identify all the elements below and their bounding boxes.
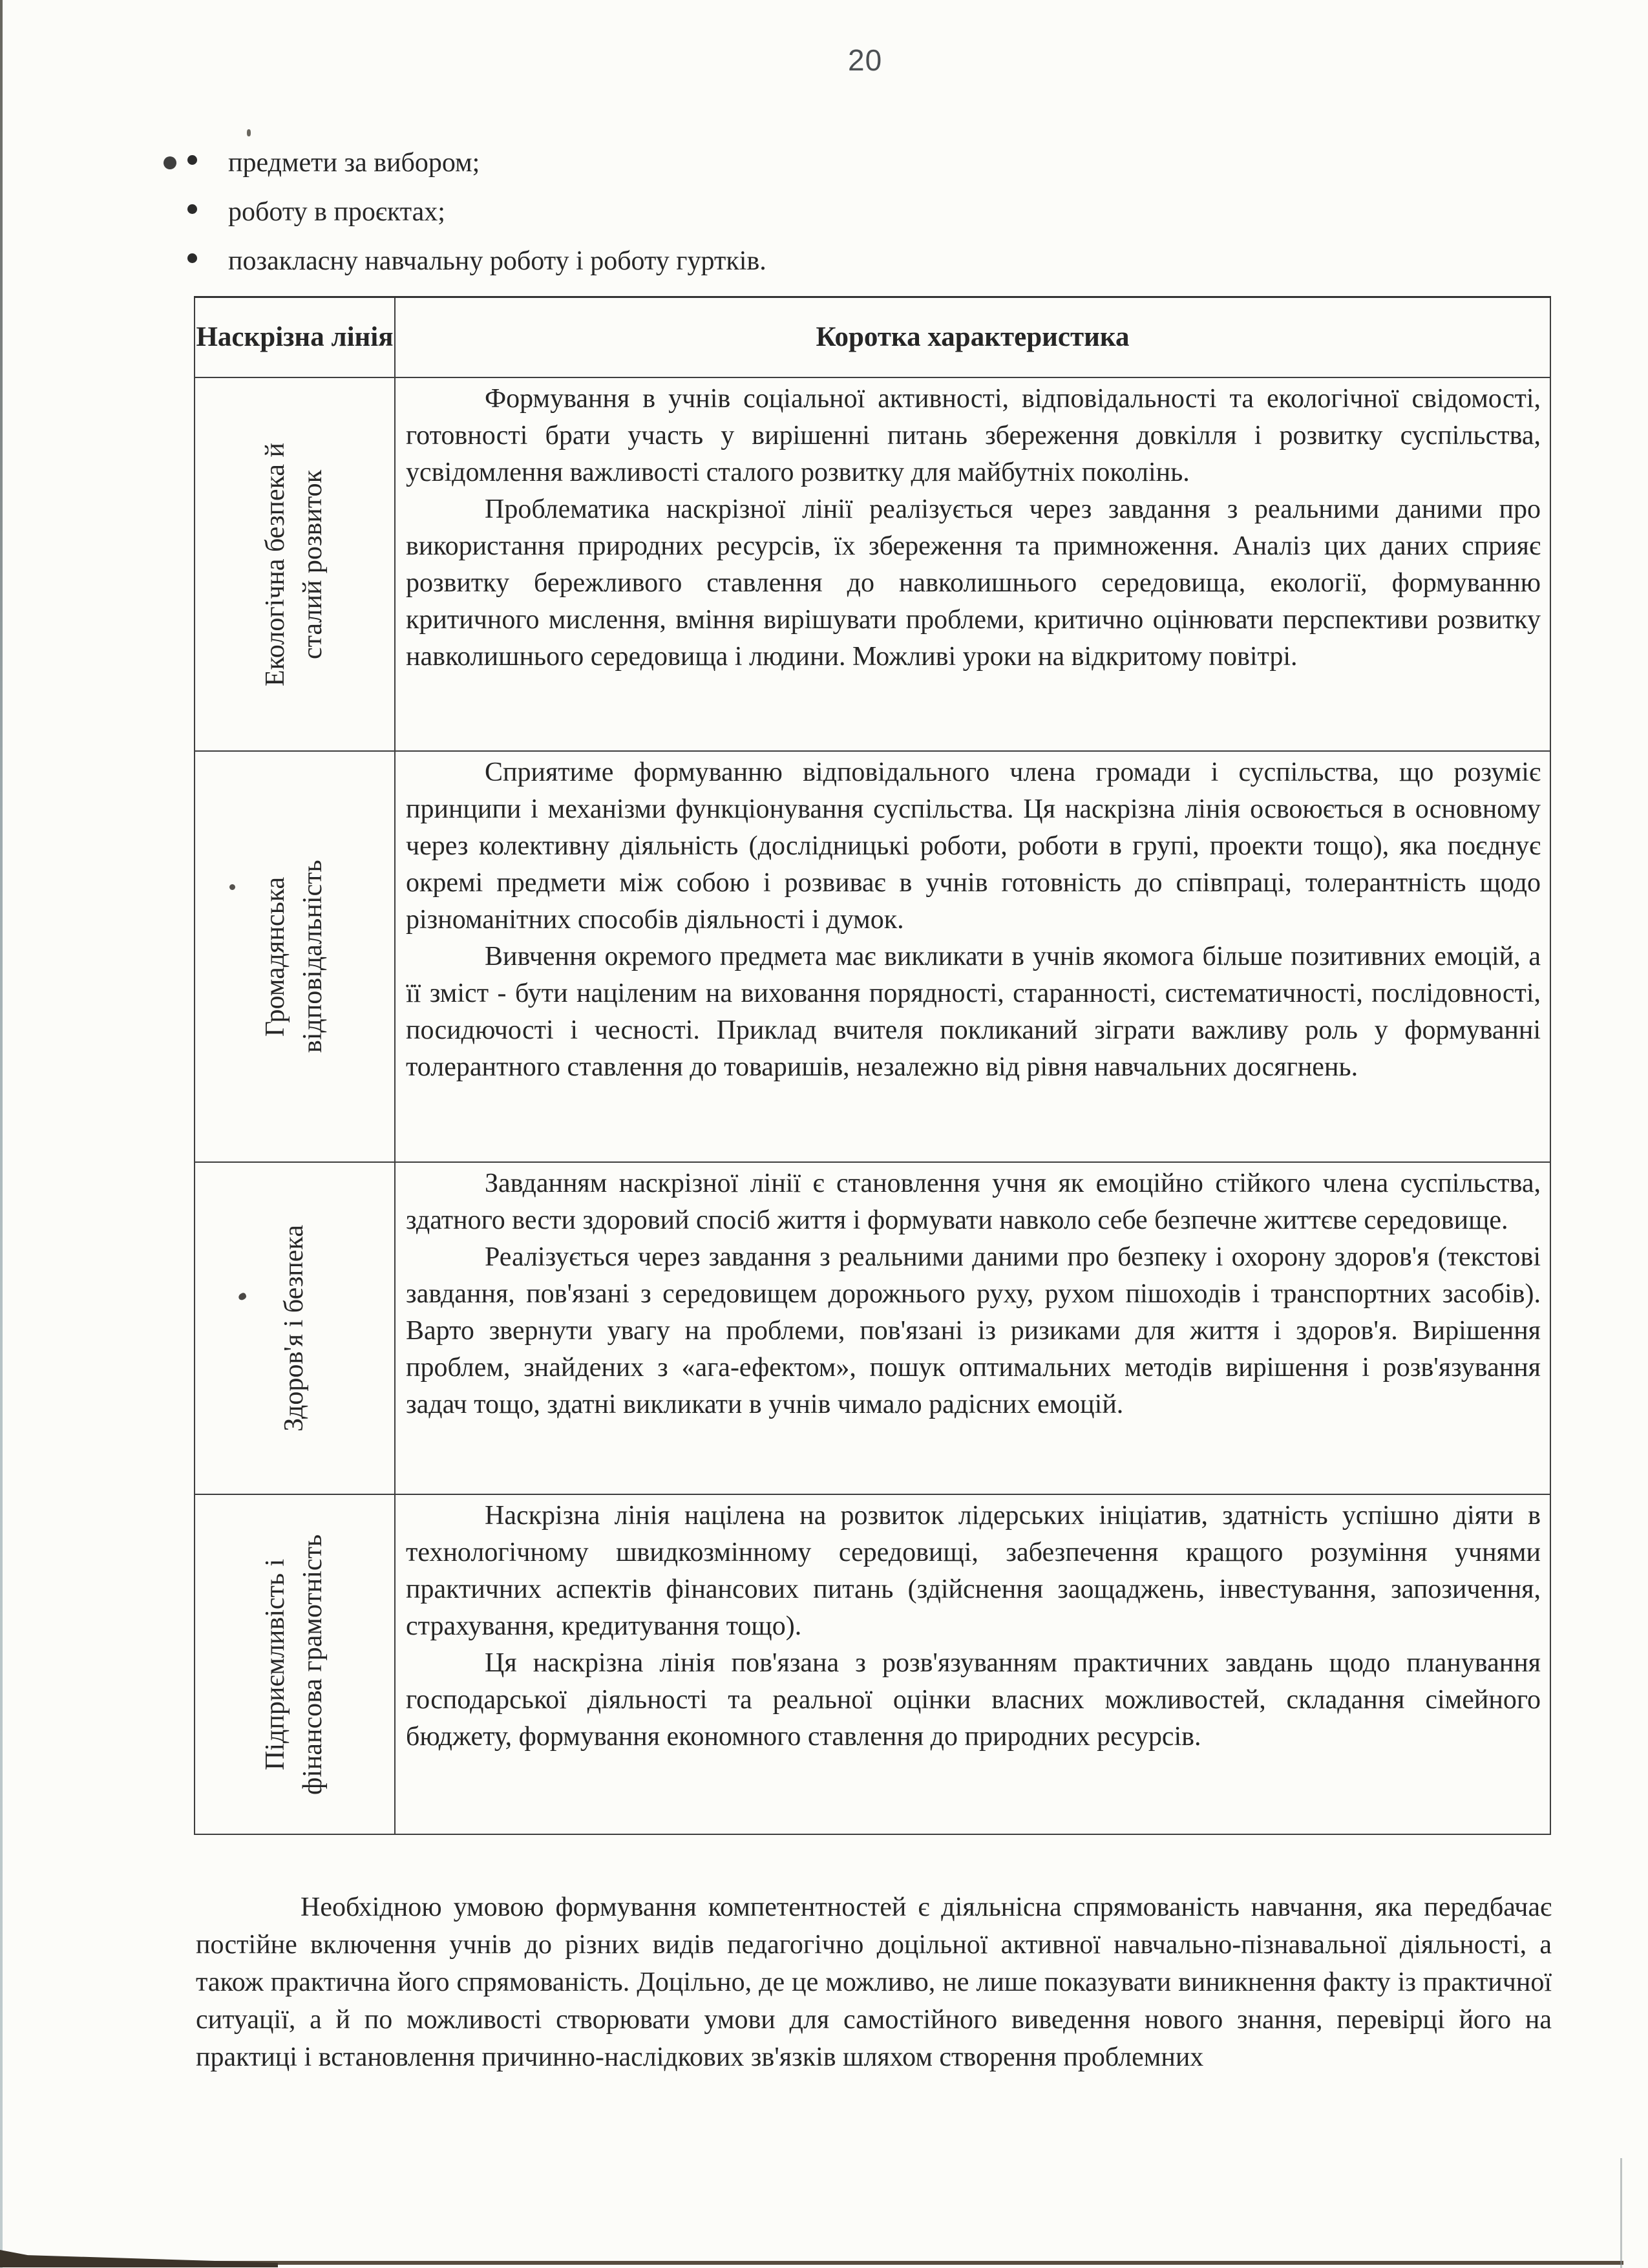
bullet-icon	[187, 155, 197, 165]
list-item	[187, 145, 1512, 194]
row-description-cell	[395, 751, 1550, 1162]
description-paragraph: Проблематика наскрізної лінії реалізується через завдання з реальними даними про використання природних ресурсів, їх збереження та примноження. Аналіз цих даних сприяє розвитку бережливого ставлення до навколишнього середовища, екології, формуванню критичного мислення, вміння вирішувати проблеми, критично оцінювати перспективи розвитку навколишнього середовища і людини. Можливі уроки на відкритому повітрі.	[406, 494, 1541, 672]
column-header-description: Коротка характеристика	[395, 297, 1550, 378]
row-label-vertical: Здоров'я і безпека	[279, 1225, 310, 1432]
row-label-cell	[195, 1494, 395, 1834]
column-header-line: Наскрізна лінія	[195, 297, 395, 378]
table-row	[195, 377, 1550, 751]
scan-speck-artifact	[164, 156, 176, 169]
bullet-icon	[187, 253, 197, 263]
list-item-text: роботу в проєктах;	[228, 197, 445, 227]
description-paragraph: Формування в учнів соціальної активності, відповідальності та екологічної свідомості, готовності брати участь у вирішенні питань збереження довкілля і розвитку суспільства, усвідомлення важливості сталого розвитку для майбутніх поколінь.	[406, 384, 1541, 487]
description-paragraph: Наскрізна лінія націлена на розвиток лідерських ініціатив, здатність успішно діяти в технологічному швидкозмінному середовищі, забезпечення кращого розуміння учнями практичних аспектів фінансових питань (здійснення заощаджень, інвестування, запозичення, страхування, кредитування тощо).	[406, 1501, 1541, 1641]
row-label-vertical: Екологічна безпека й сталий розвиток	[260, 442, 328, 686]
cross-cutting-lines-table	[194, 296, 1551, 1835]
closing-paragraph-block	[196, 1889, 1552, 2076]
row-description-cell	[395, 377, 1550, 751]
table-row	[195, 1494, 1550, 1834]
description-paragraph: Вивчення окремого предмета має викликати в учнів якомога більше позитивних емоцій, а її зміст - бути націленим на виховання порядності, старанності, систематичності, послідовності, посидючості і чесності. Приклад вчителя покликаний зіграти важливу роль у формуванні толерантного ставлення до товаришів, незалежно від рівня навчальних досягнень.	[406, 942, 1541, 1082]
row-description-cell	[395, 1162, 1550, 1494]
row-label-cell	[195, 751, 395, 1162]
row-label-cell	[195, 1162, 395, 1494]
scan-left-edge-artifact	[0, 0, 3, 2268]
list-item	[187, 194, 1512, 243]
list-item-text: предмети за вибором;	[228, 148, 480, 178]
description-paragraph: Сприятиме формуванню відповідального члена громади і суспільства, що розуміє принципи і механізми функціонування суспільства. Ця наскрізна лінія освоюється в основному через колективну діяльність (дослідницькі роботи, роботи в групі, проекти тощо), яка поєднує окремі предмети між собою і розвиває в учнів готовність до співпраці, толерантність щодо різноманітних способів діяльності і думок.	[406, 758, 1541, 935]
row-label-cell	[195, 377, 395, 751]
list-item-text: позакласну навчальну роботу і роботу гуртків.	[228, 246, 766, 276]
row-label-vertical: Громадянська відповідальність	[260, 860, 328, 1054]
description-paragraph: Ця наскрізна лінія пов'язана з розв'язуванням практичних завдань щодо планування господарської діяльності та реальної оцінки власних можливостей, складання сімейного бюджету, формування економного ставлення до природних ресурсів.	[406, 1648, 1541, 1752]
table-row	[195, 1162, 1550, 1494]
list-item	[187, 243, 1512, 292]
description-paragraph: Реалізується через завдання з реальними даними про безпеку і охорону здоров'я (текстові завдання, пов'язані з середовищем дорожнього руху, рухом пішоходів і транспортних засобів). Варто звернути увагу на проблеми, пов'язані із ризиками для життя і здоров'я. Вирішення проблем, знайдених з «ага-ефектом», пошук оптимальних методів вирішення і розв'язування задач тощо, здатні викликати в учнів чимало радісних емоцій.	[406, 1242, 1541, 1419]
scan-bottom-corner-artifact	[0, 2250, 278, 2267]
page-number: 20	[848, 43, 883, 77]
row-description-cell	[395, 1494, 1550, 1834]
description-paragraph: Завданням наскрізної лінії є становлення учня як емоційно стійкого члена суспільства, здатного вести здоровий спосіб життя і формувати навколо себе безпечне життєве середовище.	[406, 1169, 1541, 1235]
bullet-list	[187, 145, 1512, 292]
bullet-icon	[187, 204, 197, 214]
table-header-row	[195, 297, 1550, 378]
row-label-vertical: Підприємливість і фінансова грамотність	[260, 1534, 328, 1795]
table-row	[195, 751, 1550, 1162]
scan-right-edge-artifact	[1620, 2158, 1622, 2268]
closing-paragraph: Необхідною умовою формування компетентностей є діяльнісна спрямованість навчання, яка передбачає постійне включення учнів до різних видів педагогічно доцільної активної навчально-пізнавальної діяльності, а також практична його спрямованість. Доцільно, де це можливо, не лише показувати виникнення факту із практичної ситуації, а й по можливості створювати умови для самостійного виведення нового знання, перевірці його на практиці і встановлення причинно-наслідкових зв'язків шляхом створення проблемних	[196, 1892, 1552, 2072]
scan-speck-artifact	[247, 129, 251, 136]
